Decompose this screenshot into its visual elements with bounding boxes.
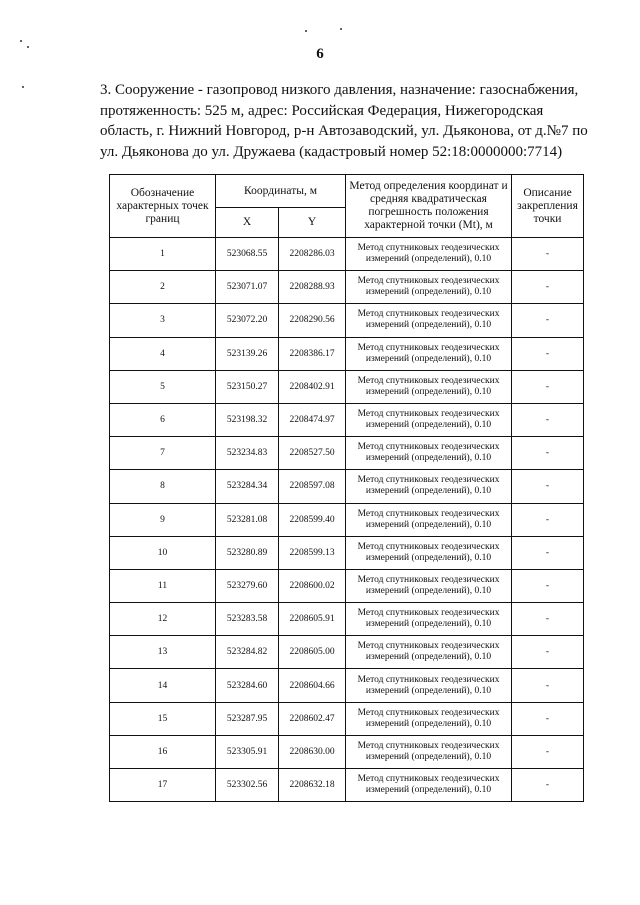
point-number-cell: 1 [110,238,216,271]
method-cell: Метод спутниковых геодезических измерений (определений), 0.10 [346,669,512,702]
method-cell: Метод спутниковых геодезических измерений (определений), 0.10 [346,238,512,271]
coordinates-table [109,174,584,802]
header-point: Обозначение характерных точек границ [110,175,216,238]
section-heading: 3. Сооружение - газопровод низкого давления, назначение: газоснабжения, протяженность: 525 м, адрес: Российская Федерация, Нижегородская область, г. Нижний Новгород, р-н Автозаводский, ул. Дьяконова, от д.№7 по ул. Дьяконова до ул. Дружаева (кадастровый номер 52:18:0000000:7714) [100,82,588,160]
table-row [110,370,584,403]
x-coordinate-cell: 523280.89 [216,536,279,569]
description-cell: - [512,437,584,470]
description-cell: - [512,536,584,569]
table-row [110,470,584,503]
description-cell: - [512,271,584,304]
x-coordinate-cell: 523287.95 [216,702,279,735]
x-coordinate-cell: 523283.58 [216,603,279,636]
table-row [110,603,584,636]
point-number-cell: 13 [110,636,216,669]
x-coordinate-cell: 523068.55 [216,238,279,271]
table-row [110,669,584,702]
point-number-cell: 15 [110,702,216,735]
description-cell: - [512,470,584,503]
point-number-cell: 2 [110,271,216,304]
header-description: Описание закрепления точки [512,175,584,238]
point-number-cell: 16 [110,735,216,768]
x-coordinate-cell: 523284.34 [216,470,279,503]
table-row [110,569,584,602]
point-number-cell: 8 [110,470,216,503]
table-row [110,735,584,768]
method-cell: Метод спутниковых геодезических измерений (определений), 0.10 [346,337,512,370]
scan-speck [305,30,307,32]
description-cell: - [512,569,584,602]
scan-speck [20,40,22,42]
scan-speck [22,86,24,88]
table-row [110,503,584,536]
y-coordinate-cell: 2208632.18 [279,769,346,802]
description-cell: - [512,370,584,403]
header-y: Y [279,208,346,238]
method-cell: Метод спутниковых геодезических измерений (определений), 0.10 [346,437,512,470]
table-row [110,536,584,569]
x-coordinate-cell: 523150.27 [216,370,279,403]
y-coordinate-cell: 2208599.13 [279,536,346,569]
description-cell: - [512,337,584,370]
x-coordinate-cell: 523279.60 [216,569,279,602]
method-cell: Метод спутниковых геодезических измерений (определений), 0.10 [346,470,512,503]
x-coordinate-cell: 523072.20 [216,304,279,337]
point-number-cell: 4 [110,337,216,370]
x-coordinate-cell: 523305.91 [216,735,279,768]
description-cell: - [512,603,584,636]
method-cell: Метод спутниковых геодезических измерений (определений), 0.10 [346,536,512,569]
point-number-cell: 10 [110,536,216,569]
point-number-cell: 7 [110,437,216,470]
method-cell: Метод спутниковых геодезических измерений (определений), 0.10 [346,603,512,636]
description-cell: - [512,769,584,802]
point-number-cell: 14 [110,669,216,702]
description-cell: - [512,238,584,271]
method-cell: Метод спутниковых геодезических измерений (определений), 0.10 [346,569,512,602]
y-coordinate-cell: 2208605.00 [279,636,346,669]
method-cell: Метод спутниковых геодезических измерений (определений), 0.10 [346,370,512,403]
y-coordinate-cell: 2208474.97 [279,403,346,436]
method-cell: Метод спутниковых геодезических измерений (определений), 0.10 [346,304,512,337]
point-number-cell: 9 [110,503,216,536]
y-coordinate-cell: 2208402.91 [279,370,346,403]
method-cell: Метод спутниковых геодезических измерений (определений), 0.10 [346,271,512,304]
header-coordinates: Координаты, м [216,175,346,208]
y-coordinate-cell: 2208386.17 [279,337,346,370]
table-row [110,304,584,337]
description-cell: - [512,503,584,536]
method-cell: Метод спутниковых геодезических измерений (определений), 0.10 [346,769,512,802]
method-cell: Метод спутниковых геодезических измерений (определений), 0.10 [346,735,512,768]
scan-speck [340,28,342,30]
y-coordinate-cell: 2208288.93 [279,271,346,304]
table-row [110,271,584,304]
point-number-cell: 17 [110,769,216,802]
x-coordinate-cell: 523198.32 [216,403,279,436]
y-coordinate-cell: 2208286.03 [279,238,346,271]
y-coordinate-cell: 2208597.08 [279,470,346,503]
x-coordinate-cell: 523234.83 [216,437,279,470]
point-number-cell: 12 [110,603,216,636]
point-number-cell: 11 [110,569,216,602]
table-row [110,403,584,436]
x-coordinate-cell: 523071.07 [216,271,279,304]
description-cell: - [512,304,584,337]
method-cell: Метод спутниковых геодезических измерений (определений), 0.10 [346,503,512,536]
x-coordinate-cell: 523284.82 [216,636,279,669]
header-method: Метод определения координат и средняя квадратическая погрешность положения характерной точки (Mt), м [346,175,512,238]
y-coordinate-cell: 2208602.47 [279,702,346,735]
method-cell: Метод спутниковых геодезических измерений (определений), 0.10 [346,403,512,436]
table-row [110,337,584,370]
point-number-cell: 5 [110,370,216,403]
x-coordinate-cell: 523302.56 [216,769,279,802]
y-coordinate-cell: 2208605.91 [279,603,346,636]
method-cell: Метод спутниковых геодезических измерений (определений), 0.10 [346,702,512,735]
y-coordinate-cell: 2208599.40 [279,503,346,536]
y-coordinate-cell: 2208600.02 [279,569,346,602]
x-coordinate-cell: 523139.26 [216,337,279,370]
table-row [110,437,584,470]
y-coordinate-cell: 2208604.66 [279,669,346,702]
table-row [110,702,584,735]
page-number: 6 [316,46,324,62]
x-coordinate-cell: 523281.08 [216,503,279,536]
header-x: X [216,208,279,238]
y-coordinate-cell: 2208527.50 [279,437,346,470]
table-row [110,769,584,802]
y-coordinate-cell: 2208290.56 [279,304,346,337]
table-row [110,636,584,669]
method-cell: Метод спутниковых геодезических измерений (определений), 0.10 [346,636,512,669]
y-coordinate-cell: 2208630.00 [279,735,346,768]
description-cell: - [512,669,584,702]
description-cell: - [512,636,584,669]
point-number-cell: 6 [110,403,216,436]
description-cell: - [512,702,584,735]
table-row [110,238,584,271]
description-cell: - [512,403,584,436]
point-number-cell: 3 [110,304,216,337]
x-coordinate-cell: 523284.60 [216,669,279,702]
description-cell: - [512,735,584,768]
